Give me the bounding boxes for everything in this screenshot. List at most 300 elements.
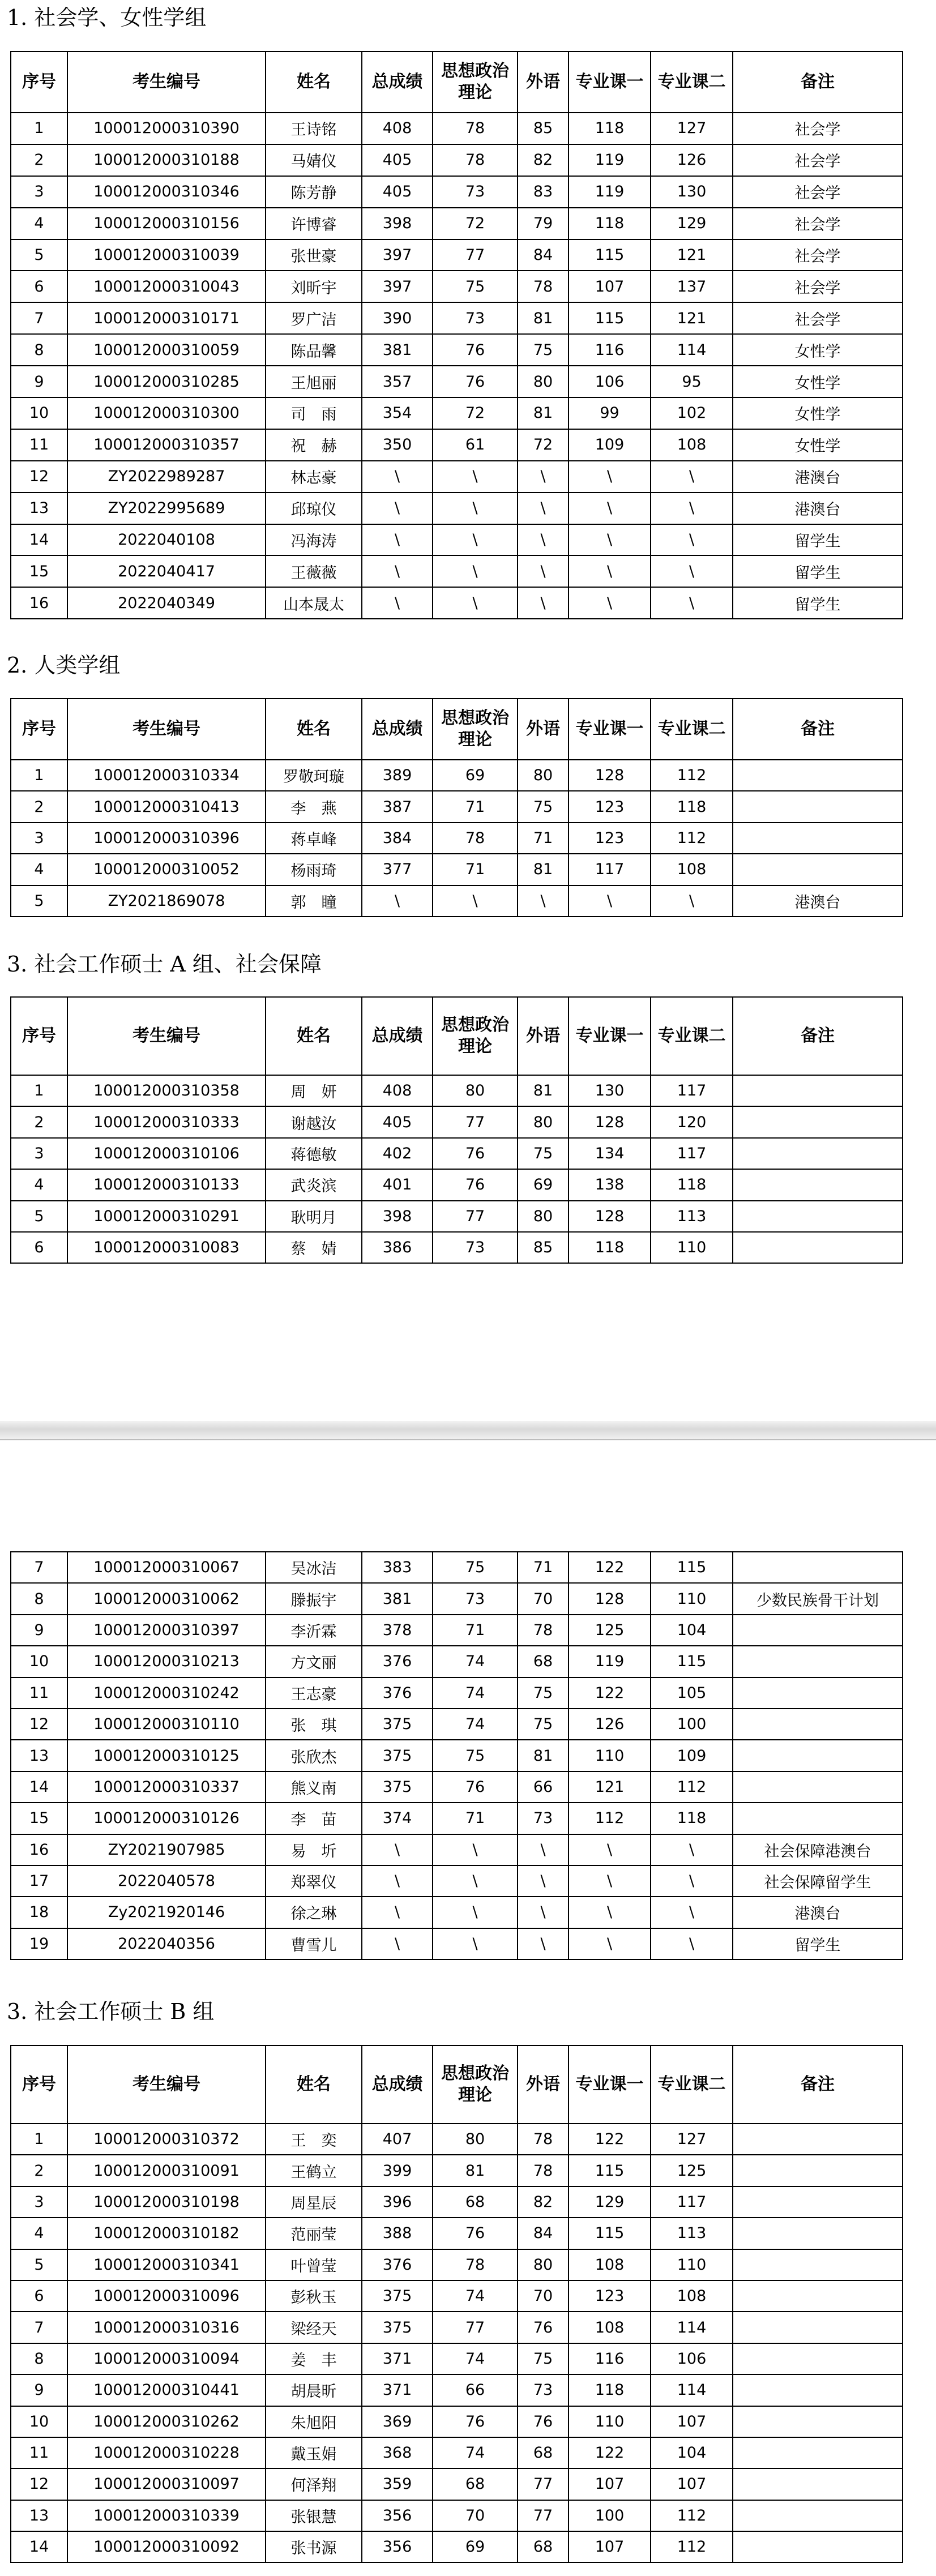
table-row xyxy=(11,885,903,917)
name-cell: 王鹤立 xyxy=(266,2155,362,2186)
foreign-language-cell: 81 xyxy=(518,397,569,429)
table-row xyxy=(11,429,903,461)
major1-cell: \ xyxy=(569,1897,651,1928)
major1-cell: 108 xyxy=(569,2249,651,2280)
table-row xyxy=(11,2531,903,2562)
foreign-language-cell: \ xyxy=(518,885,569,917)
major2-cell: \ xyxy=(651,1928,733,1959)
column-header-id: 考生编号 xyxy=(67,2046,266,2124)
remark-cell xyxy=(733,1201,903,1232)
remark-cell xyxy=(733,2374,903,2406)
table-row xyxy=(11,302,903,334)
column-header-seq: 序号 xyxy=(11,997,67,1075)
total-score-cell: 381 xyxy=(362,334,433,366)
politics-cell: 66 xyxy=(433,2374,518,2406)
name-cell: 许博睿 xyxy=(266,208,362,239)
major2-cell: 127 xyxy=(651,2124,733,2155)
total-score-cell: 387 xyxy=(362,791,433,822)
major2-cell: \ xyxy=(651,493,733,524)
name-cell: 王薇薇 xyxy=(266,555,362,587)
foreign-language-cell: 81 xyxy=(518,302,569,334)
table-row xyxy=(11,1928,903,1959)
seq-cell: 8 xyxy=(11,334,67,366)
foreign-language-cell: 81 xyxy=(518,854,569,885)
foreign-language-cell: 76 xyxy=(518,2406,569,2437)
seq-cell: 7 xyxy=(11,302,67,334)
seq-cell: 1 xyxy=(11,760,67,791)
candidate-id-cell: 100012000310126 xyxy=(67,1803,266,1834)
remark-cell: 社会学 xyxy=(733,113,903,144)
major2-cell: 121 xyxy=(651,302,733,334)
candidate-id-cell: 100012000310213 xyxy=(67,1646,266,1677)
table-row xyxy=(11,1834,903,1865)
major1-cell: \ xyxy=(569,1928,651,1959)
name-cell: 张书源 xyxy=(266,2531,362,2562)
name-cell: 李 苗 xyxy=(266,1803,362,1834)
seq-cell: 5 xyxy=(11,239,67,271)
score-table xyxy=(10,698,903,917)
politics-cell: 71 xyxy=(433,791,518,822)
total-score-cell: 384 xyxy=(362,823,433,854)
foreign-language-cell: 80 xyxy=(518,760,569,791)
politics-cell: 68 xyxy=(433,2186,518,2218)
table-row xyxy=(11,1803,903,1834)
politics-cell: 76 xyxy=(433,2406,518,2437)
candidate-id-cell: 2022040108 xyxy=(67,524,266,556)
total-score-cell: \ xyxy=(362,1834,433,1865)
column-header-foreign: 外语 xyxy=(518,52,569,113)
foreign-language-cell: 75 xyxy=(518,2343,569,2374)
total-score-cell: 397 xyxy=(362,239,433,271)
total-score-cell: 356 xyxy=(362,2531,433,2562)
seq-cell: 9 xyxy=(11,2374,67,2406)
major1-cell: \ xyxy=(569,461,651,493)
major2-cell: \ xyxy=(651,524,733,556)
foreign-language-cell: 80 xyxy=(518,1106,569,1137)
major2-cell: \ xyxy=(651,885,733,917)
seq-cell: 4 xyxy=(11,1169,67,1200)
table-row xyxy=(11,555,903,587)
foreign-language-cell: 81 xyxy=(518,1075,569,1106)
candidate-id-cell: 100012000310357 xyxy=(67,429,266,461)
remark-cell xyxy=(733,1709,903,1740)
major1-cell: \ xyxy=(569,587,651,619)
politics-cell: 75 xyxy=(433,1552,518,1583)
table-row xyxy=(11,239,903,271)
table-row xyxy=(11,2186,903,2218)
remark-cell: 女性学 xyxy=(733,366,903,397)
candidate-id-cell: 100012000310039 xyxy=(67,239,266,271)
major1-cell: 106 xyxy=(569,366,651,397)
seq-cell: 13 xyxy=(11,493,67,524)
table-row xyxy=(11,1138,903,1169)
remark-cell: 女性学 xyxy=(733,397,903,429)
total-score-cell: 383 xyxy=(362,1552,433,1583)
column-header-foreign: 外语 xyxy=(518,2046,569,2124)
politics-cell: 71 xyxy=(433,1803,518,1834)
candidate-id-cell: 100012000310133 xyxy=(67,1169,266,1200)
major2-cell: 108 xyxy=(651,429,733,461)
name-cell: 蒋卓峰 xyxy=(266,823,362,854)
table-row xyxy=(11,587,903,619)
section-title: 2. 人类学组 xyxy=(7,653,121,678)
candidate-id-cell: 100012000310110 xyxy=(67,1709,266,1740)
candidate-id-cell: 100012000310341 xyxy=(67,2249,266,2280)
seq-cell: 15 xyxy=(11,1803,67,1834)
major2-cell: 108 xyxy=(651,854,733,885)
column-header-total: 总成绩 xyxy=(362,52,433,113)
foreign-language-cell: 75 xyxy=(518,1678,569,1709)
politics-cell: 73 xyxy=(433,1583,518,1614)
major2-cell: 102 xyxy=(651,397,733,429)
foreign-language-cell: 85 xyxy=(518,1232,569,1263)
total-score-cell: 405 xyxy=(362,144,433,176)
major1-cell: 115 xyxy=(569,2218,651,2249)
major2-cell: 112 xyxy=(651,823,733,854)
remark-cell xyxy=(733,1678,903,1709)
table-row xyxy=(11,176,903,208)
foreign-language-cell: 84 xyxy=(518,239,569,271)
politics-cell: 74 xyxy=(433,2280,518,2312)
table-row xyxy=(11,791,903,822)
remark-cell xyxy=(733,2280,903,2312)
total-score-cell: 375 xyxy=(362,1709,433,1740)
seq-cell: 12 xyxy=(11,461,67,493)
seq-cell: 10 xyxy=(11,2406,67,2437)
remark-cell xyxy=(733,1075,903,1106)
major1-cell: 129 xyxy=(569,2186,651,2218)
remark-cell: 社会保障留学生 xyxy=(733,1865,903,1897)
table-row xyxy=(11,2280,903,2312)
politics-cell: 61 xyxy=(433,429,518,461)
column-header-total: 总成绩 xyxy=(362,997,433,1075)
politics-cell: \ xyxy=(433,493,518,524)
column-header-politics: 思想政治理论 xyxy=(433,699,518,760)
major1-cell: 122 xyxy=(569,2437,651,2468)
seq-cell: 5 xyxy=(11,2249,67,2280)
foreign-language-cell: \ xyxy=(518,493,569,524)
major1-cell: 128 xyxy=(569,1106,651,1137)
name-cell: 李 燕 xyxy=(266,791,362,822)
name-cell: 滕振宇 xyxy=(266,1583,362,1614)
major1-cell: 118 xyxy=(569,113,651,144)
candidate-id-cell: 100012000310372 xyxy=(67,2124,266,2155)
candidate-id-cell: 100012000310334 xyxy=(67,760,266,791)
major2-cell: 112 xyxy=(651,2500,733,2531)
remark-cell: 港澳台 xyxy=(733,885,903,917)
seq-cell: 7 xyxy=(11,2312,67,2343)
major1-cell: 123 xyxy=(569,823,651,854)
candidate-id-cell: 100012000310316 xyxy=(67,2312,266,2343)
foreign-language-cell: 78 xyxy=(518,271,569,302)
name-cell: 杨雨琦 xyxy=(266,854,362,885)
table-row xyxy=(11,1740,903,1771)
total-score-cell: \ xyxy=(362,1897,433,1928)
table-row xyxy=(11,1201,903,1232)
foreign-language-cell: 70 xyxy=(518,1583,569,1614)
candidate-id-cell: 100012000310358 xyxy=(67,1075,266,1106)
foreign-language-cell: 71 xyxy=(518,1552,569,1583)
foreign-language-cell: 69 xyxy=(518,1169,569,1200)
name-cell: 邱琼仪 xyxy=(266,493,362,524)
column-header-total: 总成绩 xyxy=(362,699,433,760)
foreign-language-cell: 75 xyxy=(518,791,569,822)
table-row xyxy=(11,2500,903,2531)
major1-cell: 108 xyxy=(569,2312,651,2343)
seq-cell: 9 xyxy=(11,1615,67,1646)
major1-cell: 123 xyxy=(569,2280,651,2312)
remark-cell: 留学生 xyxy=(733,587,903,619)
remark-cell xyxy=(733,791,903,822)
candidate-id-cell: Zy2021920146 xyxy=(67,1897,266,1928)
score-table-continued xyxy=(10,1551,903,1960)
section-title: 3. 社会工作硕士 A 组、社会保障 xyxy=(7,952,322,977)
column-header-major1: 专业课一 xyxy=(569,699,651,760)
foreign-language-cell: 73 xyxy=(518,2374,569,2406)
remark-cell xyxy=(733,823,903,854)
major2-cell: \ xyxy=(651,1865,733,1897)
politics-cell: 71 xyxy=(433,854,518,885)
politics-cell: 72 xyxy=(433,208,518,239)
major2-cell: 112 xyxy=(651,760,733,791)
candidate-id-cell: 100012000310156 xyxy=(67,208,266,239)
candidate-id-cell: 100012000310096 xyxy=(67,2280,266,2312)
major1-cell: 107 xyxy=(569,2468,651,2500)
candidate-id-cell: 100012000310062 xyxy=(67,1583,266,1614)
major1-cell: 100 xyxy=(569,2500,651,2531)
seq-cell: 11 xyxy=(11,429,67,461)
name-cell: 梁经天 xyxy=(266,2312,362,2343)
major2-cell: 120 xyxy=(651,1106,733,1137)
column-header-major2: 专业课二 xyxy=(651,52,733,113)
table-row xyxy=(11,1709,903,1740)
politics-cell: \ xyxy=(433,461,518,493)
remark-cell xyxy=(733,760,903,791)
politics-cell: 76 xyxy=(433,1169,518,1200)
politics-cell: \ xyxy=(433,587,518,619)
remark-cell xyxy=(733,854,903,885)
name-cell: 陈芳静 xyxy=(266,176,362,208)
score-table xyxy=(10,51,903,619)
candidate-id-cell: 100012000310262 xyxy=(67,2406,266,2437)
major2-cell: 129 xyxy=(651,208,733,239)
total-score-cell: 405 xyxy=(362,176,433,208)
candidate-id-cell: 100012000310043 xyxy=(67,271,266,302)
name-cell: 司 雨 xyxy=(266,397,362,429)
seq-cell: 1 xyxy=(11,2124,67,2155)
major1-cell: 128 xyxy=(569,1583,651,1614)
candidate-id-cell: ZY2022989287 xyxy=(67,461,266,493)
candidate-id-cell: ZY2021869078 xyxy=(67,885,266,917)
major1-cell: 107 xyxy=(569,271,651,302)
remark-cell xyxy=(733,2343,903,2374)
table-row xyxy=(11,334,903,366)
politics-cell: 76 xyxy=(433,334,518,366)
name-cell: 陈品馨 xyxy=(266,334,362,366)
major1-cell: \ xyxy=(569,1834,651,1865)
politics-cell: 75 xyxy=(433,1740,518,1771)
table-row xyxy=(11,2343,903,2374)
major2-cell: 107 xyxy=(651,2406,733,2437)
total-score-cell: 398 xyxy=(362,208,433,239)
foreign-language-cell: 75 xyxy=(518,1709,569,1740)
table-row xyxy=(11,2437,903,2468)
politics-cell: \ xyxy=(433,524,518,556)
table-row xyxy=(11,1552,903,1583)
remark-cell xyxy=(733,1615,903,1646)
candidate-id-cell: 100012000310390 xyxy=(67,113,266,144)
politics-cell: 76 xyxy=(433,1771,518,1803)
table-row xyxy=(11,397,903,429)
politics-cell: 76 xyxy=(433,2218,518,2249)
name-cell: 武炎滨 xyxy=(266,1169,362,1200)
major1-cell: 130 xyxy=(569,1075,651,1106)
column-header-id: 考生编号 xyxy=(67,699,266,760)
foreign-language-cell: 80 xyxy=(518,2249,569,2280)
candidate-id-cell: 100012000310171 xyxy=(67,302,266,334)
foreign-language-cell: 82 xyxy=(518,144,569,176)
name-cell: 张欣杰 xyxy=(266,1740,362,1771)
foreign-language-cell: 75 xyxy=(518,334,569,366)
total-score-cell: \ xyxy=(362,885,433,917)
remark-cell xyxy=(733,1771,903,1803)
total-score-cell: 376 xyxy=(362,2249,433,2280)
major2-cell: 100 xyxy=(651,1709,733,1740)
foreign-language-cell: 80 xyxy=(518,366,569,397)
table-row xyxy=(11,1169,903,1200)
column-header-major2: 专业课二 xyxy=(651,997,733,1075)
foreign-language-cell: 83 xyxy=(518,176,569,208)
total-score-cell: 377 xyxy=(362,854,433,885)
name-cell: 谢越汝 xyxy=(266,1106,362,1137)
major2-cell: 126 xyxy=(651,144,733,176)
remark-cell: 社会学 xyxy=(733,176,903,208)
major1-cell: 126 xyxy=(569,1709,651,1740)
seq-cell: 12 xyxy=(11,2468,67,2500)
remark-cell: 社会保障港澳台 xyxy=(733,1834,903,1865)
major2-cell: 125 xyxy=(651,2155,733,2186)
table-row xyxy=(11,271,903,302)
seq-cell: 10 xyxy=(11,1646,67,1677)
name-cell: 李沂霖 xyxy=(266,1615,362,1646)
total-score-cell: 375 xyxy=(362,1771,433,1803)
seq-cell: 15 xyxy=(11,555,67,587)
table-row xyxy=(11,1897,903,1928)
column-header-remark: 备注 xyxy=(733,997,903,1075)
candidate-id-cell: 100012000310097 xyxy=(67,2468,266,2500)
candidate-id-cell: 100012000310182 xyxy=(67,2218,266,2249)
total-score-cell: 359 xyxy=(362,2468,433,2500)
candidate-id-cell: ZY2021907985 xyxy=(67,1834,266,1865)
politics-cell: \ xyxy=(433,885,518,917)
seq-cell: 5 xyxy=(11,885,67,917)
seq-cell: 7 xyxy=(11,1552,67,1583)
column-header-remark: 备注 xyxy=(733,2046,903,2124)
major2-cell: 121 xyxy=(651,239,733,271)
name-cell: 林志豪 xyxy=(266,461,362,493)
name-cell: 山本晟太 xyxy=(266,587,362,619)
major2-cell: 104 xyxy=(651,2437,733,2468)
candidate-id-cell: 2022040578 xyxy=(67,1865,266,1897)
politics-cell: 78 xyxy=(433,144,518,176)
candidate-id-cell: 100012000310228 xyxy=(67,2437,266,2468)
foreign-language-cell: 84 xyxy=(518,2218,569,2249)
table-row xyxy=(11,2374,903,2406)
remark-cell xyxy=(733,1646,903,1677)
major2-cell: 115 xyxy=(651,1552,733,1583)
remark-cell xyxy=(733,2155,903,2186)
major1-cell: 115 xyxy=(569,2155,651,2186)
total-score-cell: 402 xyxy=(362,1138,433,1169)
total-score-cell: 376 xyxy=(362,1678,433,1709)
candidate-id-cell: 100012000310067 xyxy=(67,1552,266,1583)
major1-cell: \ xyxy=(569,493,651,524)
column-header-major1: 专业课一 xyxy=(569,997,651,1075)
foreign-language-cell: \ xyxy=(518,461,569,493)
foreign-language-cell: \ xyxy=(518,524,569,556)
politics-cell: \ xyxy=(433,1834,518,1865)
column-header-foreign: 外语 xyxy=(518,997,569,1075)
major2-cell: 110 xyxy=(651,1583,733,1614)
table-row xyxy=(11,461,903,493)
seq-cell: 1 xyxy=(11,1075,67,1106)
name-cell: 彭秋玉 xyxy=(266,2280,362,2312)
seq-cell: 2 xyxy=(11,144,67,176)
major1-cell: 118 xyxy=(569,208,651,239)
foreign-language-cell: 73 xyxy=(518,1803,569,1834)
total-score-cell: 408 xyxy=(362,113,433,144)
seq-cell: 3 xyxy=(11,1138,67,1169)
candidate-id-cell: 100012000310337 xyxy=(67,1771,266,1803)
major1-cell: 110 xyxy=(569,1740,651,1771)
name-cell: 张世豪 xyxy=(266,239,362,271)
remark-cell: 留学生 xyxy=(733,555,903,587)
major2-cell: 104 xyxy=(651,1615,733,1646)
major1-cell: 128 xyxy=(569,760,651,791)
remark-cell xyxy=(733,2124,903,2155)
foreign-language-cell: 68 xyxy=(518,2437,569,2468)
total-score-cell: 368 xyxy=(362,2437,433,2468)
name-cell: 易 圻 xyxy=(266,1834,362,1865)
seq-cell: 11 xyxy=(11,2437,67,2468)
major2-cell: 114 xyxy=(651,2312,733,2343)
table-row xyxy=(11,1771,903,1803)
column-header-remark: 备注 xyxy=(733,699,903,760)
seq-cell: 19 xyxy=(11,1928,67,1959)
name-cell: 蒋德敏 xyxy=(266,1138,362,1169)
seq-cell: 13 xyxy=(11,2500,67,2531)
column-header-id: 考生编号 xyxy=(67,997,266,1075)
foreign-language-cell: 68 xyxy=(518,2531,569,2562)
remark-cell xyxy=(733,1803,903,1834)
politics-cell: 75 xyxy=(433,271,518,302)
major1-cell: 118 xyxy=(569,2374,651,2406)
name-cell: 马婧仪 xyxy=(266,144,362,176)
column-header-politics: 思想政治理论 xyxy=(433,52,518,113)
name-cell: 徐之琳 xyxy=(266,1897,362,1928)
major1-cell: 122 xyxy=(569,2124,651,2155)
candidate-id-cell: 100012000310052 xyxy=(67,854,266,885)
politics-cell: 77 xyxy=(433,1106,518,1137)
total-score-cell: \ xyxy=(362,1928,433,1959)
table-row xyxy=(11,2155,903,2186)
politics-cell: 78 xyxy=(433,823,518,854)
politics-cell: 68 xyxy=(433,2468,518,2500)
name-cell: 吴冰洁 xyxy=(266,1552,362,1583)
name-cell: 罗敬珂璇 xyxy=(266,760,362,791)
politics-cell: 69 xyxy=(433,760,518,791)
total-score-cell: 397 xyxy=(362,271,433,302)
